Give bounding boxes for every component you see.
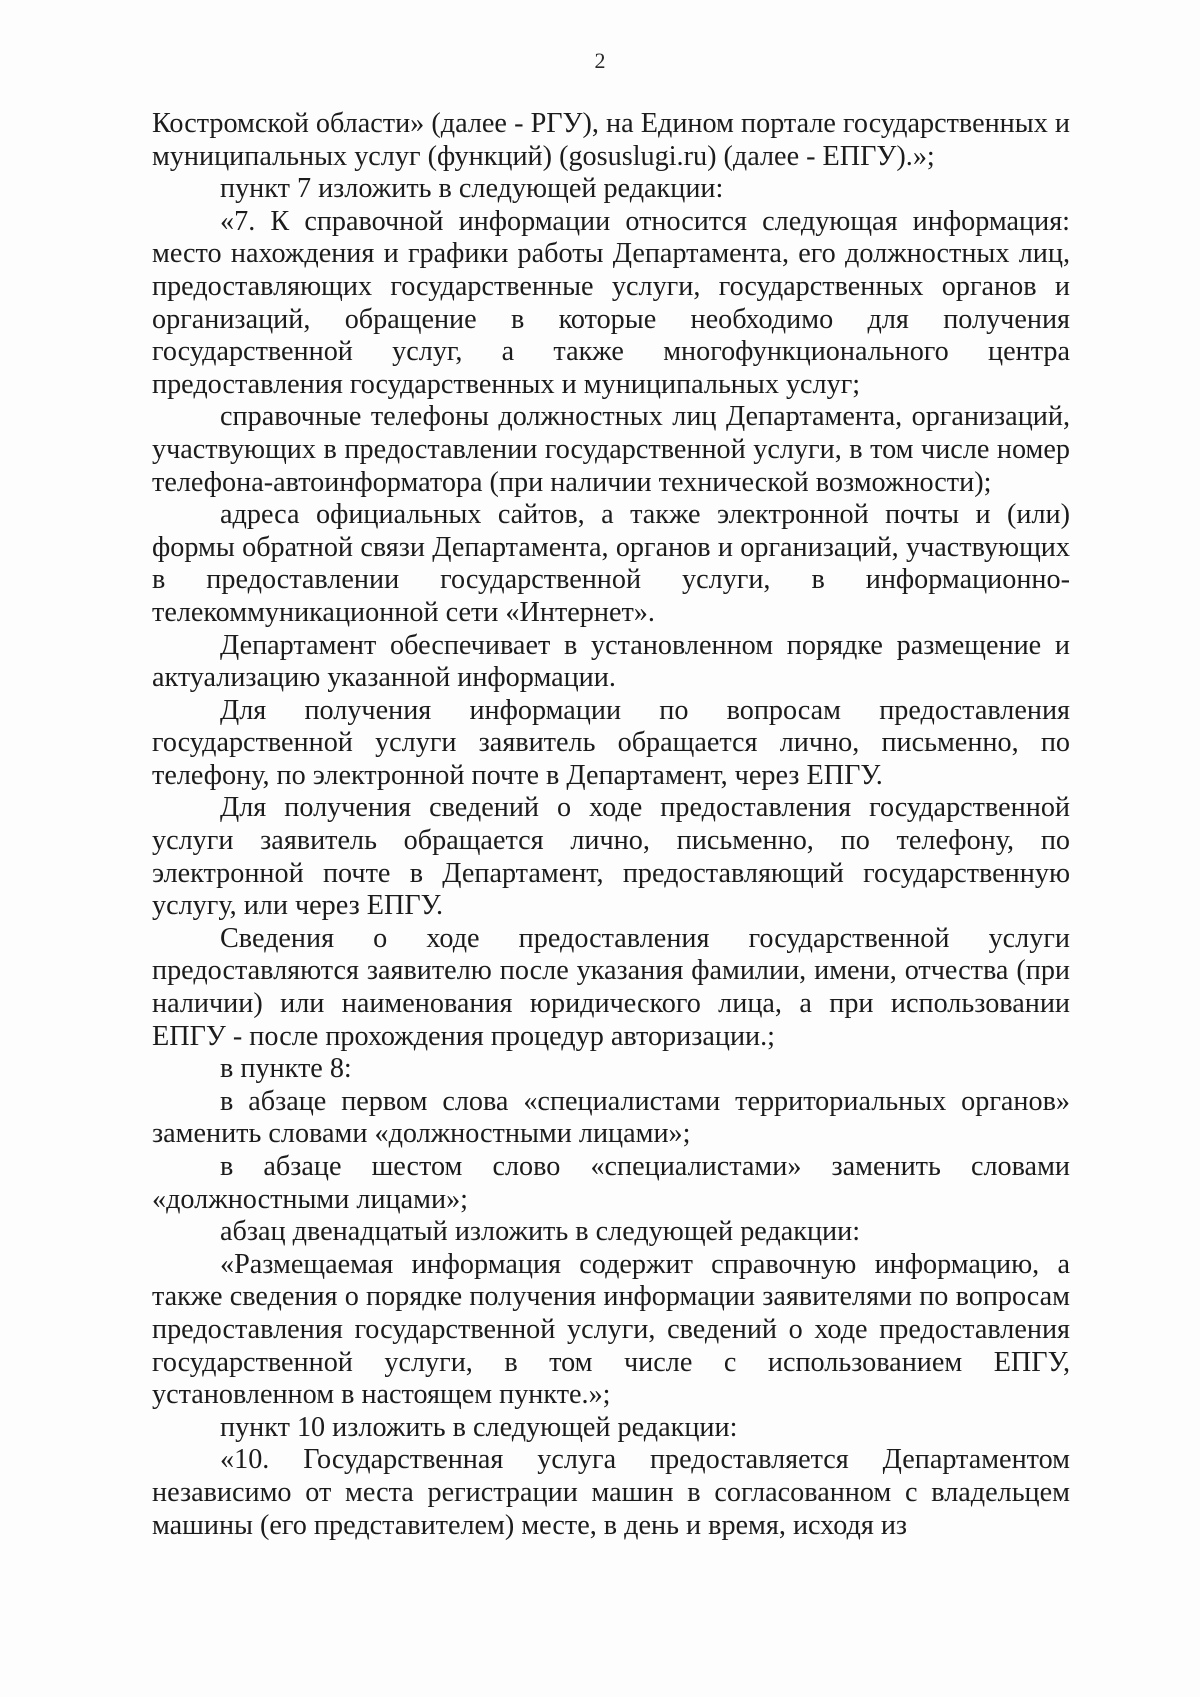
paragraph-phones: справочные телефоны должностных лиц Департамента, организаций, участвующих в предоставлении государственной услуги, в том числе номер телефона-автоинформатора (при наличии технической возможности); — [152, 401, 1070, 498]
paragraph-point-8-abz-12-text: «Размещаемая информация содержит справочную информацию, а также сведения о порядке получения информации заявителями по вопросам предоставления государственной услуги, сведений о ходе предоставления государственной услуги, в том числе с использованием ЕПГУ, установленном в настоящем пункте.»; — [152, 1248, 1070, 1411]
paragraph-websites: адреса официальных сайтов, а также электронной почты и (или) формы обратной связи Департамента, органов и организаций, участвующих в предоставлении государственной услуги, в информационно-телекоммуникационной сети «Интернет». — [152, 499, 1070, 628]
paragraph-point-10-text: «10. Государственная услуга предоставляется Департаментом независимо от места регистрации машин в согласованном с владельцем машины (его представителем) месте, в день и время, исходя из — [152, 1444, 1070, 1541]
paragraph-point-8-abz-1: в абзаце первом слова «специалистами территориальных органов» заменить словами «должностными лицами»; — [152, 1085, 1070, 1150]
paragraph-point-8-abz-12: абзац двенадцатый изложить в следующей редакции: — [220, 1216, 861, 1248]
paragraph-instruction-point-7: пункт 7 изложить в следующей редакции: — [220, 173, 724, 205]
paragraph-point-8-heading: в пункте 8: — [220, 1053, 352, 1085]
paragraph-department-duty: Департамент обеспечивает в установленном порядке размещение и актуализацию указанной информации. — [152, 629, 1070, 694]
paragraph-info-request: Для получения информации по вопросам предоставления государственной услуги заявитель обращается лично, письменно, по телефону, по электронной почте в Департамент, через ЕПГУ. — [152, 694, 1070, 791]
paragraph-point-7-text: «7. К справочной информации относится следующая информация: место нахождения и графики работы Департамента, его должностных лиц, предоставляющих государственные услуги, государственных органов и организаций, обращение в которые необходимо для получения государственной услуг, а также многофункционального центра предоставления государственных и муниципальных услуг; — [152, 205, 1070, 400]
document-body — [152, 108, 1070, 1542]
paragraph-progress-info: Сведения о ходе предоставления государственной услуги предоставляются заявителю после указания фамилии, имени, отчества (при наличии) или наименования юридического лица, а при использовании ЕПГУ - после прохождения процедур авторизации.; — [152, 922, 1070, 1052]
page-number: 2 — [594, 48, 606, 73]
paragraph-continuation: Костромской области» (далее - РГУ), на Едином портале государственных и муниципальных услуг (функций) (gosuslugi.ru) (далее - ЕПГУ).»; — [152, 108, 1070, 172]
paragraph-point-8-abz-6: в абзаце шестом слово «специалистами» заменить словами «должностными лицами»; — [152, 1151, 1070, 1215]
paragraph-progress-request: Для получения сведений о ходе предоставления государственной услуги заявитель обращается лично, письменно, по телефону, по электронной почте в Департамент, предоставляющий государственную услугу, или через ЕПГУ. — [152, 792, 1070, 922]
paragraph-instruction-point-10: пункт 10 изложить в следующей редакции: — [220, 1411, 738, 1443]
